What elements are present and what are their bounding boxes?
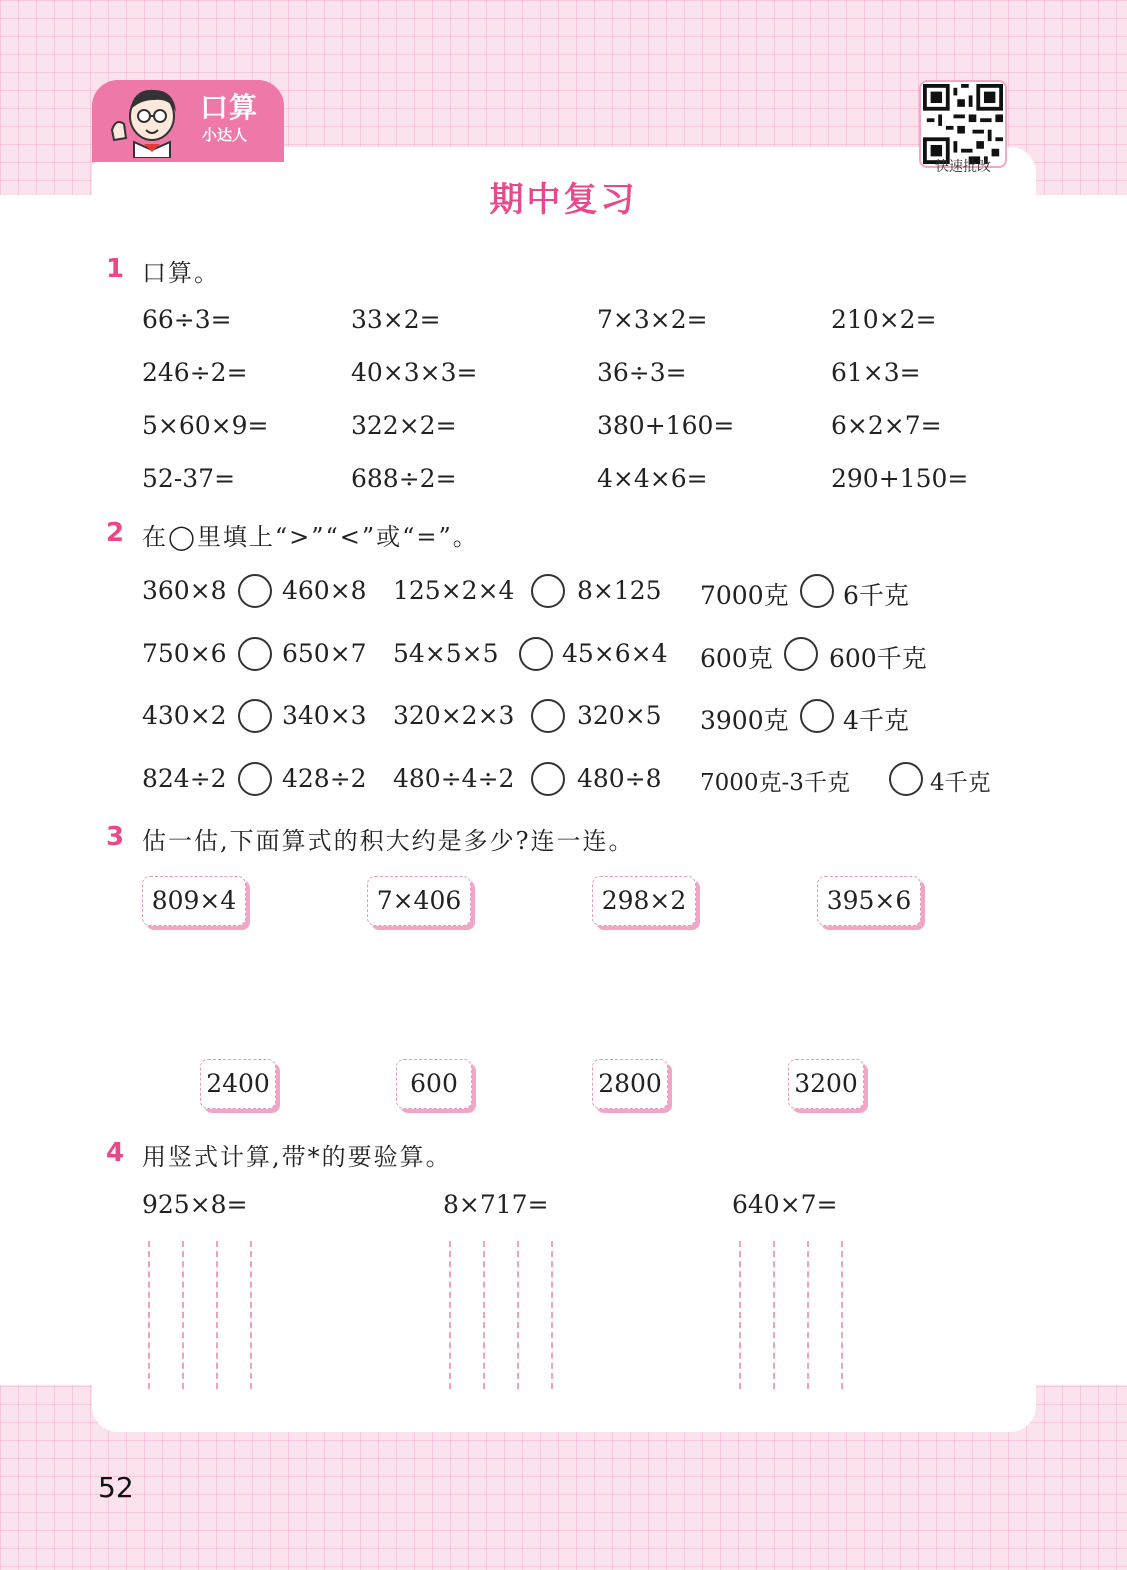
q2-left-expr: 3900克	[700, 706, 789, 735]
compare-circle[interactable]	[531, 762, 565, 796]
q2-left-expr: 480÷4÷2	[393, 764, 515, 793]
q2-right-expr: 6千克	[843, 581, 909, 610]
q1-item: 688÷2=	[351, 464, 457, 493]
page-number: 52	[98, 1471, 134, 1504]
q3-number: 3	[106, 822, 125, 852]
guide-line	[739, 1241, 741, 1389]
q1-instruction: 口算。	[142, 259, 220, 287]
qr-code[interactable]	[919, 80, 1007, 168]
q1-item: 246÷2=	[142, 358, 248, 387]
q2-right-expr: 600千克	[829, 644, 927, 673]
q1-item: 36÷3=	[597, 358, 687, 387]
q1-number: 1	[106, 254, 125, 284]
q2-right-expr: 428÷2	[282, 764, 367, 793]
q2-left-expr: 54×5×5	[393, 639, 499, 668]
answer-box[interactable]: 2400	[200, 1059, 276, 1109]
q2-right-expr: 4千克	[843, 706, 909, 735]
q2-left-expr: 824÷2	[142, 764, 227, 793]
q2-right-expr: 340×3	[282, 701, 367, 730]
expr-box[interactable]: 395×6	[817, 876, 921, 926]
q4-instruction: 用竖式计算,带*的要验算。	[142, 1143, 452, 1171]
q2-number: 2	[106, 518, 125, 548]
guide-line	[773, 1241, 775, 1389]
compare-circle[interactable]	[238, 574, 272, 608]
q1-item: 5×60×9=	[142, 411, 269, 440]
compare-circle[interactable]	[238, 637, 272, 671]
guide-line	[483, 1241, 485, 1389]
q2-right-expr: 650×7	[282, 639, 367, 668]
q2-left-expr: 320×2×3	[393, 701, 515, 730]
compare-circle[interactable]	[531, 574, 565, 608]
qr-code-icon	[923, 84, 1003, 164]
q2-right-expr: 320×5	[577, 701, 662, 730]
q2-instruction: 在◯里填上“>”“<”或“=”。	[142, 523, 479, 551]
guide-line	[551, 1241, 553, 1389]
q1-item: 61×3=	[831, 358, 921, 387]
compare-circle[interactable]	[238, 762, 272, 796]
q2-right-expr: 480÷8	[577, 764, 662, 793]
answer-box[interactable]: 3200	[788, 1059, 864, 1109]
badge-title: 口算	[200, 91, 259, 124]
answer-box[interactable]: 600	[396, 1059, 472, 1109]
q2-right-expr: 8×125	[577, 576, 662, 605]
guide-line	[449, 1241, 451, 1389]
mascot-icon	[100, 80, 190, 158]
compare-circle[interactable]	[800, 699, 834, 733]
badge-subtitle: 小达人	[202, 126, 248, 144]
q4-item: 8×717=	[443, 1190, 549, 1219]
compare-circle[interactable]	[519, 637, 553, 671]
compare-circle[interactable]	[784, 637, 818, 671]
q1-item: 7×3×2=	[597, 305, 708, 334]
expr-box[interactable]: 7×406	[367, 876, 471, 926]
q4-item: 925×8=	[142, 1190, 248, 1219]
expr-box[interactable]: 809×4	[142, 876, 246, 926]
q2-left-expr: 430×2	[142, 701, 227, 730]
guide-line	[182, 1241, 184, 1389]
q1-item: 33×2=	[351, 305, 441, 334]
compare-circle[interactable]	[800, 574, 834, 608]
qr-label: 快速批改	[935, 159, 991, 175]
q2-left-expr: 125×2×4	[393, 576, 515, 605]
q2-left-expr: 7000克	[700, 581, 789, 610]
q1-item: 322×2=	[351, 411, 457, 440]
page-title: 期中复习	[489, 180, 638, 220]
guide-line	[148, 1241, 150, 1389]
compare-circle[interactable]	[238, 699, 272, 733]
q2-right-expr: 4千克	[930, 770, 991, 796]
q3-instruction: 估一估,下面算式的积大约是多少?连一连。	[142, 827, 635, 855]
q1-item: 6×2×7=	[831, 411, 942, 440]
q1-item: 40×3×3=	[351, 358, 478, 387]
q2-left-expr: 600克	[700, 644, 773, 673]
expr-box[interactable]: 298×2	[592, 876, 696, 926]
guide-line	[216, 1241, 218, 1389]
q2-right-expr: 45×6×4	[562, 639, 668, 668]
guide-line	[807, 1241, 809, 1389]
q1-item: 380+160=	[597, 411, 735, 440]
q1-item: 52-37=	[142, 464, 236, 493]
q1-item: 290+150=	[831, 464, 969, 493]
q1-item: 4×4×6=	[597, 464, 708, 493]
guide-line	[841, 1241, 843, 1389]
answer-box[interactable]: 2800	[592, 1059, 668, 1109]
q1-item: 210×2=	[831, 305, 937, 334]
q2-left-expr: 7000克-3千克	[700, 770, 850, 796]
q4-item: 640×7=	[732, 1190, 838, 1219]
q2-left-expr: 360×8	[142, 576, 227, 605]
q2-left-expr: 750×6	[142, 639, 227, 668]
q1-item: 66÷3=	[142, 305, 232, 334]
guide-line	[517, 1241, 519, 1389]
q2-right-expr: 460×8	[282, 576, 367, 605]
compare-circle[interactable]	[889, 762, 923, 796]
guide-line	[250, 1241, 252, 1389]
compare-circle[interactable]	[531, 699, 565, 733]
q4-number: 4	[106, 1138, 125, 1168]
